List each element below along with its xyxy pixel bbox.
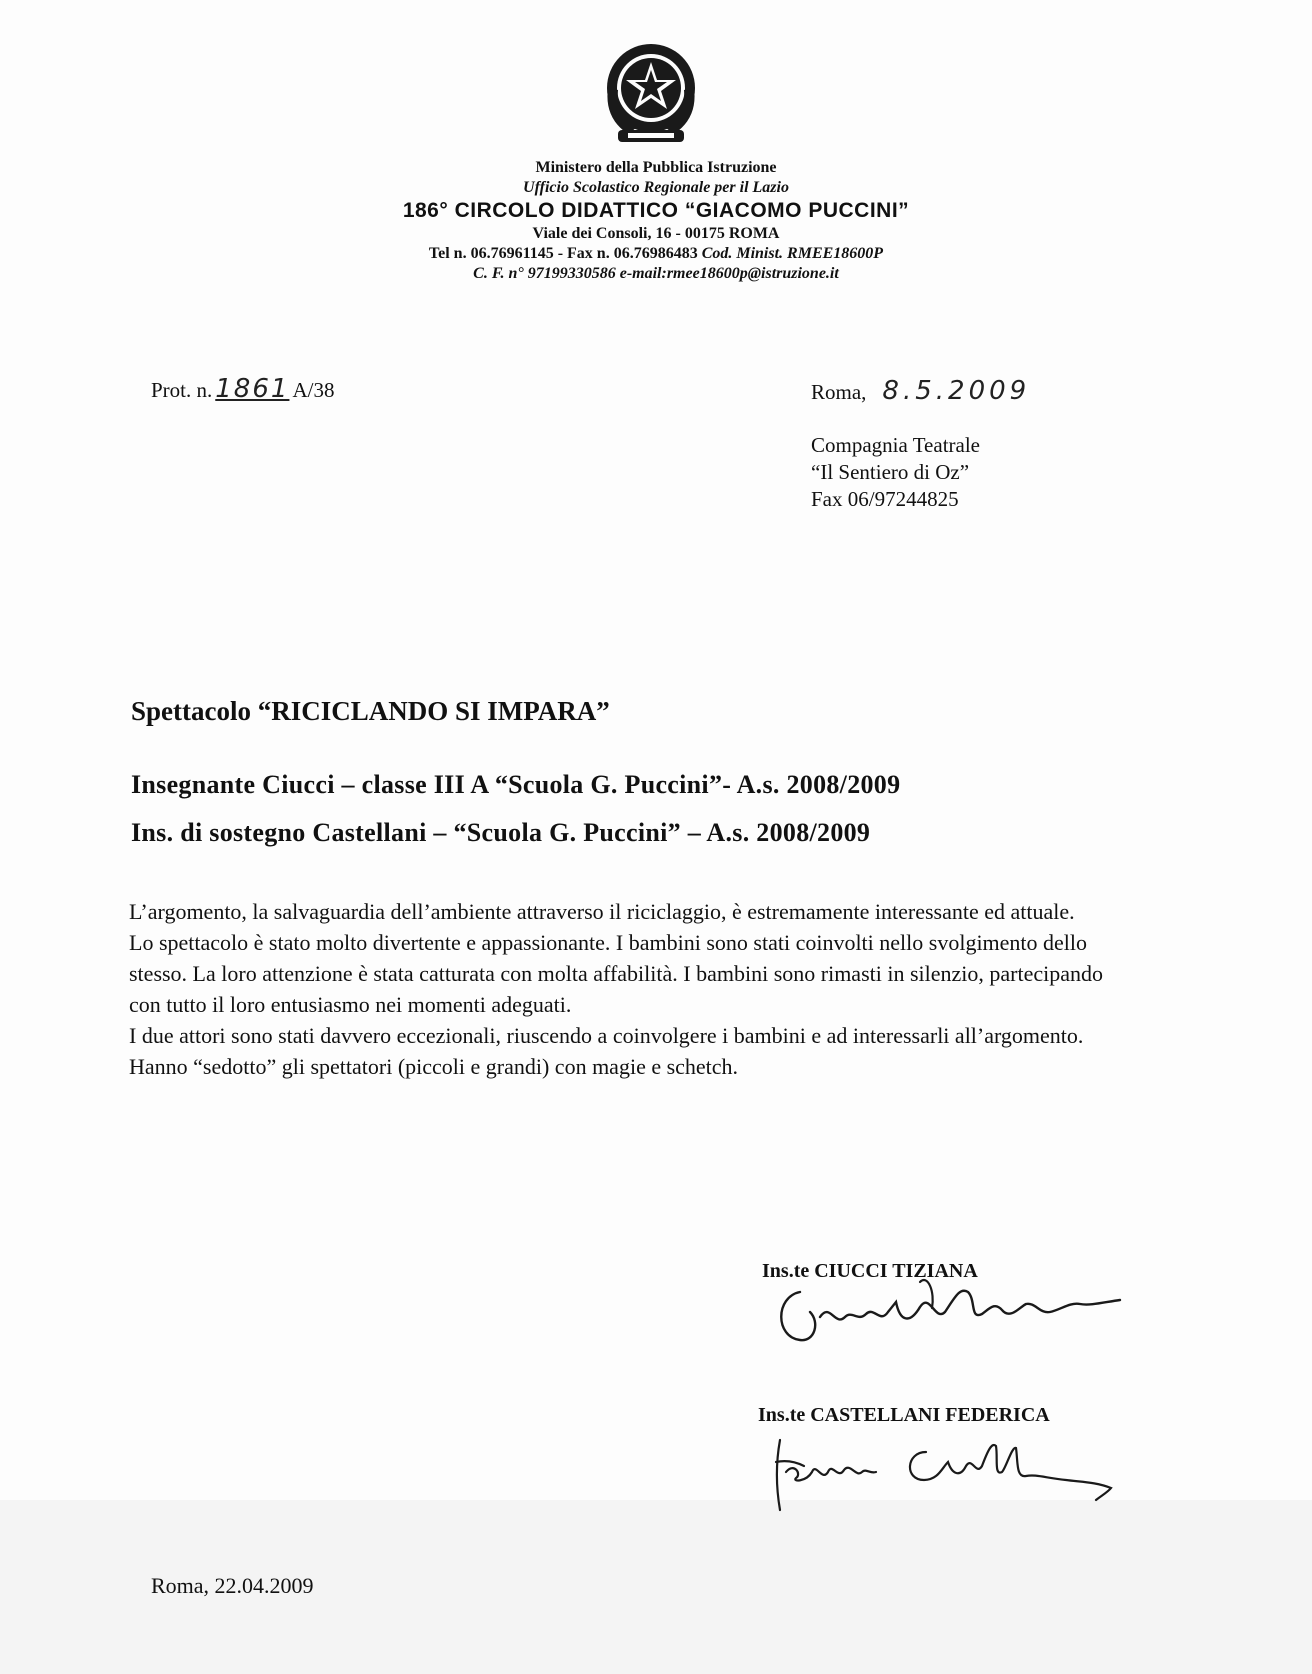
support-teacher-line: Ins. di sostegno Castellani – “Scuola G. Puccini” – A.s. 2008/2009: [131, 818, 871, 847]
letter-body: [129, 896, 1129, 1082]
body-paragraph: L’argomento, la salvaguardia dell’ambiente attraverso il riciclaggio, è estremamente interessante ed attuale.: [129, 899, 1075, 924]
teacher-line: Insegnante Ciucci – classe III A “Scuola G. Puccini”- A.s. 2008/2009: [131, 770, 901, 799]
school-address: Viale dei Consoli, 16 - 00175 ROMA: [532, 225, 780, 242]
body-paragraph: Lo spettacolo è stato molto divertente e appassionante. I bambini sono stati coinvolti nello svolgimento dello stesso. La loro attenzione è stata catturata con molta affabilità. I bambini sono rimasti in silenzio, partecipando con tutto il loro entusiasmo nei momenti adeguati.: [129, 930, 1104, 1017]
date-handwritten: 8.5.2009: [882, 376, 1031, 406]
first-signature-icon: [770, 1262, 1130, 1347]
school-contacts: [256, 244, 1056, 264]
fiscal-code-email: C. F. n° 97199330586 e-mail:rmee18600p@istruzione.it: [473, 265, 839, 282]
second-signatory-name: Ins.te CASTELLANI FEDERICA: [758, 1404, 1050, 1426]
second-signature-icon: [766, 1432, 1116, 1512]
body-paragraph: Hanno “sedotto” gli spettatori (piccoli e grandi) con magie e schetch.: [129, 1054, 739, 1079]
protocol-suffix: A/38: [292, 378, 335, 402]
protocol-prefix: Prot. n.: [151, 378, 213, 402]
ministerial-code: Cod. Minist. RMEE18600P: [701, 245, 884, 262]
body-paragraph: I due attori sono stati davvero eccezionali, riuscendo a coinvolgere i bambini e ad interessarli all’argomento.: [129, 1023, 1084, 1048]
date-place: Roma,: [811, 380, 867, 404]
recipient-line: Compagnia Teatrale: [811, 433, 980, 457]
first-signatory-name: Ins.te CIUCCI TIZIANA: [762, 1260, 978, 1282]
recipient-line: “Il Sentiero di Oz”: [811, 460, 970, 484]
closing-date: Roma, 22.04.2009: [151, 1573, 314, 1598]
school-name: 186° CIRCOLO DIDATTICO “GIACOMO PUCCINI”: [402, 199, 910, 222]
protocol-number: [151, 374, 334, 404]
republic-emblem-icon: [588, 32, 714, 150]
protocol-handwritten-number: 1861: [215, 374, 290, 404]
recipient-block: [811, 432, 980, 513]
regional-office: Ufficio Scolastico Regionale per il Lazio: [523, 179, 789, 196]
letterhead: [256, 158, 1056, 284]
letter-date: [811, 376, 1030, 406]
phone-fax: Tel n. 06.76961145 - Fax n. 06.76986483: [428, 245, 698, 262]
ministry-name: Ministero della Pubblica Istruzione: [535, 159, 777, 176]
recipient-line: Fax 06/97244825: [811, 487, 959, 511]
document-title: Spettacolo “RICICLANDO SI IMPARA”: [131, 696, 610, 726]
